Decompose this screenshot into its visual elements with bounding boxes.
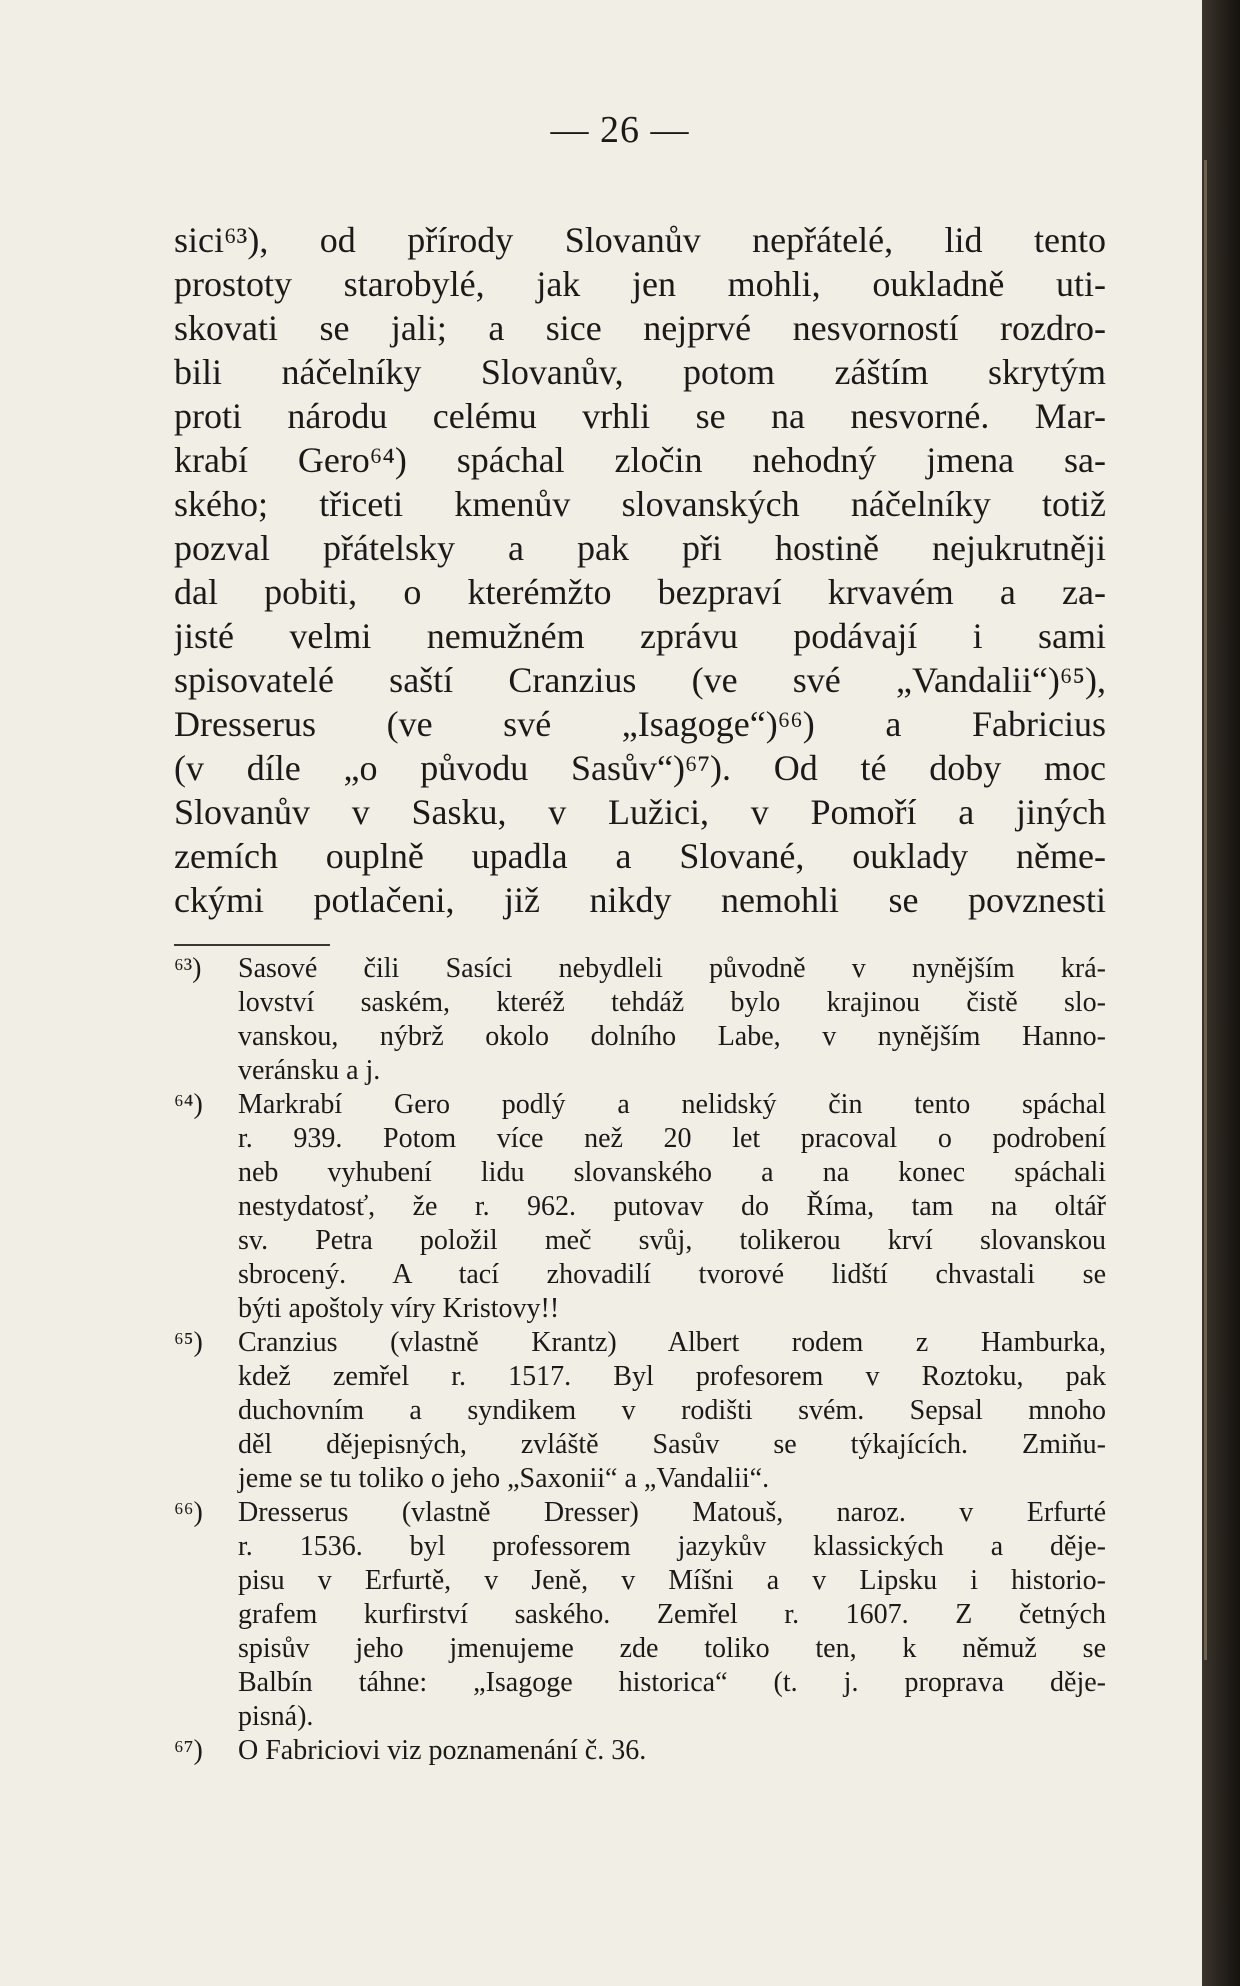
text-line: Dresserus (ve své „Isagoge“)⁶⁶) a Fabricius [174, 704, 1106, 744]
footnote-line: děl dějepisných, zvláště Sasův se týkajících. Zmiňu- [238, 1429, 1106, 1460]
footnote-line: sv. Petra položil meč svůj, tolikerou krví slovanskou [238, 1225, 1106, 1256]
page-number: — 26 — [550, 109, 690, 151]
footnote-marker: ⁶⁵) [174, 1327, 203, 1358]
footnote-line: sbrocený. A tací zhovadilí tvorové lidští chvastali se [238, 1259, 1106, 1290]
footnote-marker: ⁶³) [174, 953, 202, 984]
text-line: prostoty starobylé, jak jen mohli, oukladně uti- [174, 264, 1106, 304]
text-line: zemích ouplně upadla a Slované, ouklady něme- [174, 836, 1106, 876]
text-line: ckými potlačeni, již nikdy nemohli se povznesti [174, 880, 1106, 920]
footnote-line: Sasové čili Sasíci nebydleli původně v nynějším krá- [238, 953, 1106, 984]
footnote-line: Markrabí Gero podlý a nelidský čin tento spáchal [238, 1089, 1106, 1120]
footnote-marker: ⁶⁶) [174, 1497, 203, 1528]
text-line: ského; třiceti kmenův slovanských náčelníky totiž [174, 484, 1106, 524]
footnote-line: r. 1536. byl professorem jazykův klassických a děje- [238, 1531, 1106, 1562]
page-edge-line [1204, 160, 1207, 1660]
footnote-line: Dresserus (vlastně Dresser) Matouš, naroz. v Erfurté [238, 1497, 1106, 1528]
footnote-63 [174, 952, 1106, 1088]
text-line: jisté velmi nemužném zprávu podávají i sami [174, 616, 1106, 656]
footnote-line: veránsku a j. [238, 1055, 381, 1086]
text-line: proti národu celému vrhli se na nesvorné. Mar- [174, 396, 1106, 436]
footnote-divider [174, 944, 330, 946]
text-line: bili náčelníky Slovanův, potom záštím skrytým [174, 352, 1106, 392]
text-line: pozval přátelsky a pak při hostině nejukrutněji [174, 528, 1106, 568]
footnote-line: Balbín táhne: „Isagoge historica“ (t. j. proprava děje- [238, 1667, 1106, 1698]
footnote-line: jeme se tu toliko o jeho „Saxonii“ a „Vandalii“. [238, 1463, 770, 1494]
footnote-line: Cranzius (vlastně Krantz) Albert rodem z Hamburka, [238, 1327, 1106, 1358]
main-text [174, 218, 1106, 922]
text-line: sici⁶³), od přírody Slovanův nepřátelé, lid tento [174, 220, 1106, 260]
footnote-line: kdež zemřel r. 1517. Byl profesorem v Roztoku, pak [238, 1361, 1106, 1392]
footnote-line: pisná). [238, 1701, 314, 1732]
text-line: spisovatelé saští Cranzius (ve své „Vandalii“)⁶⁵), [174, 660, 1106, 700]
text-line: skovati se jali; a sice nejprvé nesvorností rozdro- [174, 308, 1106, 348]
text-line: (v díle „o původu Sasův“)⁶⁷). Od té doby moc [174, 748, 1106, 788]
text-line: krabí Gero⁶⁴) spáchal zločin nehodný jmena sa- [174, 440, 1106, 480]
footnote-line: býti apoštoly víry Kristovy!! [238, 1293, 560, 1324]
text-line: dal pobiti, o kterémžto bezpraví krvavém a za- [174, 572, 1106, 612]
footnote-line: r. 939. Potom více než 20 let pracoval o podrobení [238, 1123, 1106, 1154]
footnote-line: pisu v Erfurtě, v Jeně, v Míšni a v Lipsku i historio- [238, 1565, 1106, 1596]
footnote-line: grafem kurfirství saského. Zemřel r. 1607. Z četných [238, 1599, 1106, 1630]
footnote-line: O Fabriciovi viz poznamenání č. 36. [238, 1735, 647, 1766]
footnote-line: lovství saském, kteréž tehdáž bylo krajinou čistě slo- [238, 987, 1106, 1018]
footnote-line: vanskou, nýbrž okolo dolního Labe, v nynějším Hanno- [238, 1021, 1106, 1052]
footnote-line: neb vyhubení lidu slovanského a na konec spáchali [238, 1157, 1106, 1188]
text-line: Slovanův v Sasku, v Lužici, v Pomoří a jiných [174, 792, 1106, 832]
footnote-marker: ⁶⁴) [174, 1089, 203, 1120]
footnote-64 [174, 1088, 1106, 1326]
footnotes [174, 952, 1106, 1768]
footnote-line: spisův jeho jmenujeme zde toliko ten, k němuž se [238, 1633, 1106, 1664]
footnote-line: nestydatosť, že r. 962. putovav do Říma, tam na oltář [238, 1191, 1106, 1222]
book-spine-edge [1202, 0, 1240, 1986]
footnote-line: duchovním a syndikem v rodišti svém. Sepsal mnoho [238, 1395, 1106, 1426]
footnote-67 [174, 1734, 1106, 1768]
footnote-65 [174, 1326, 1106, 1496]
footnote-66 [174, 1496, 1106, 1734]
footnote-marker: ⁶⁷) [174, 1735, 203, 1766]
